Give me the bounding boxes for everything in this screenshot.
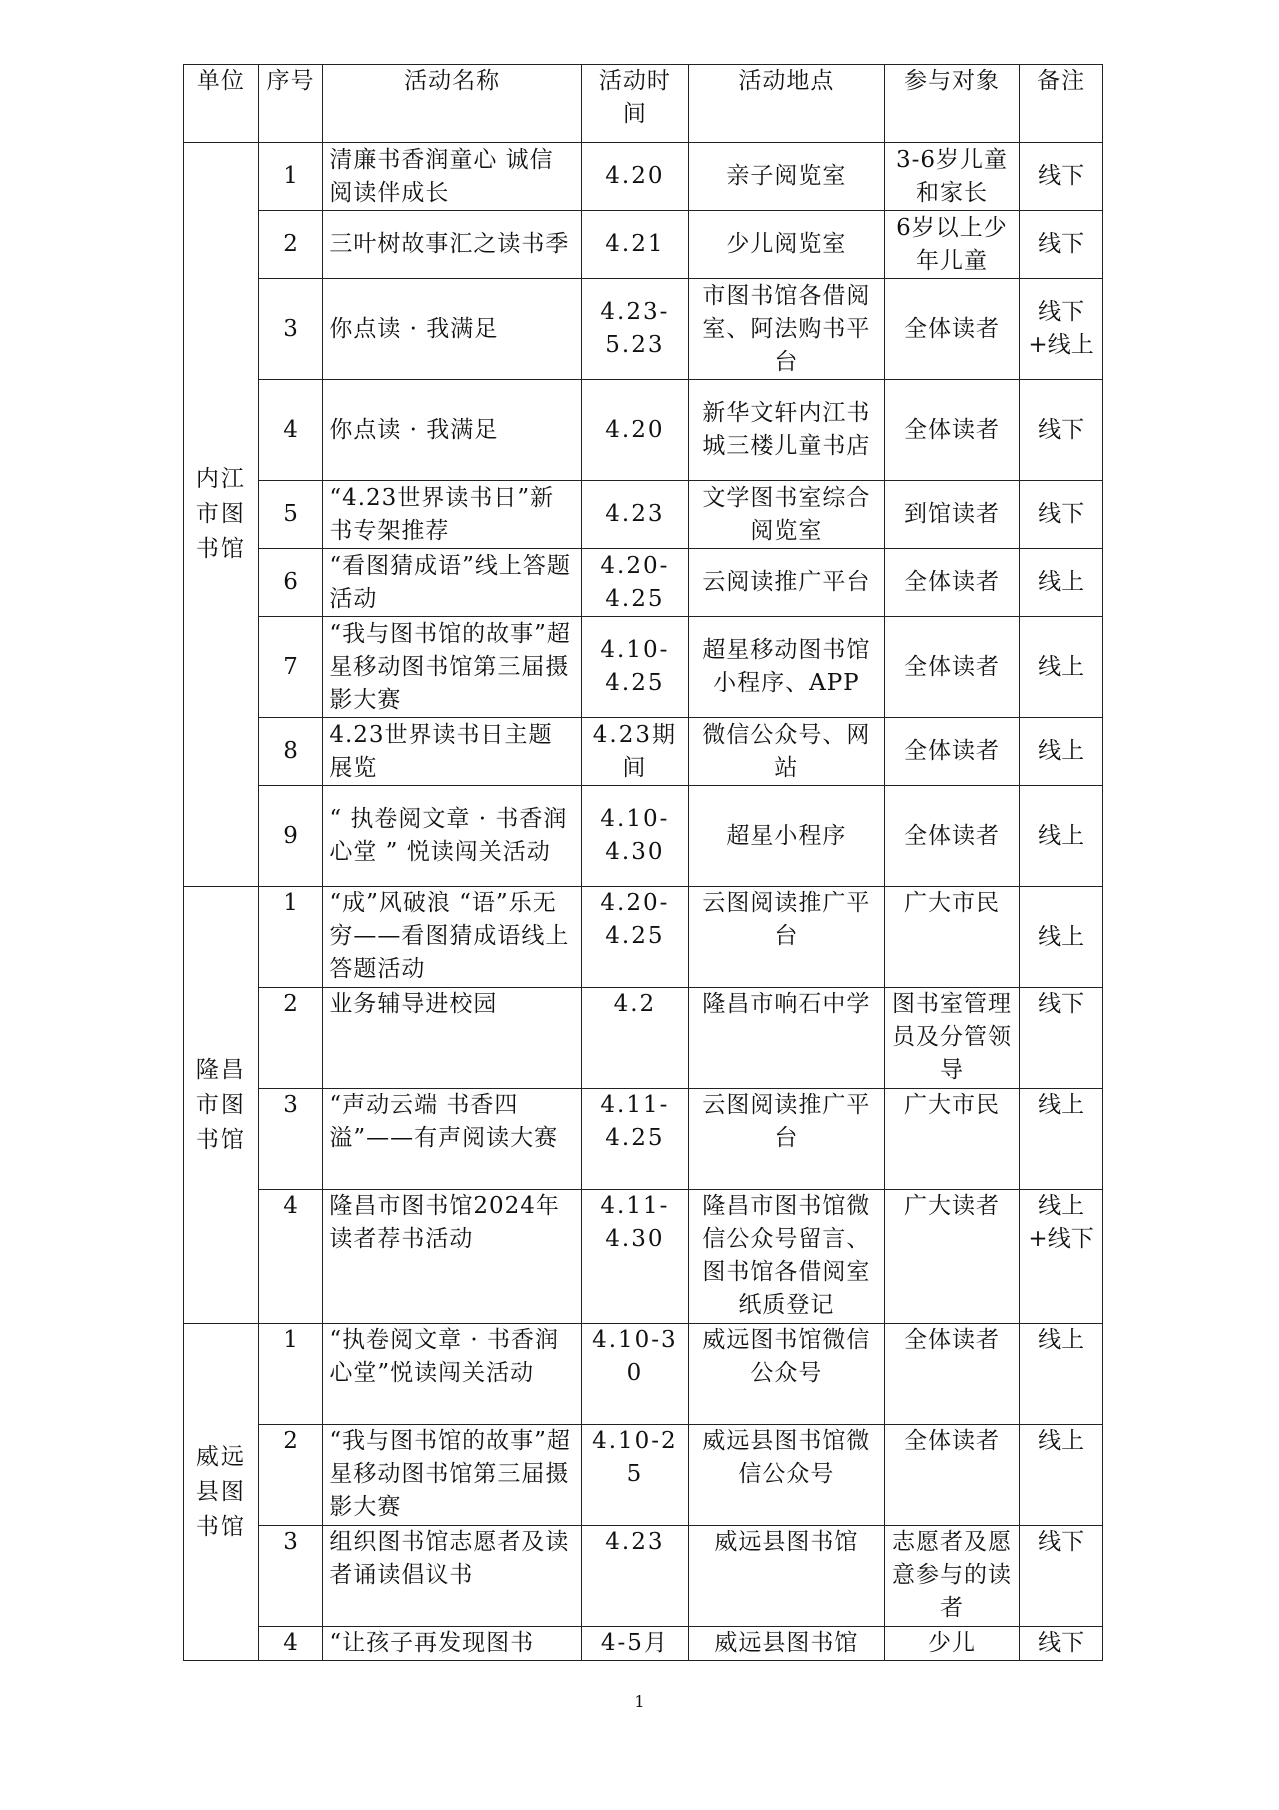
header-unit: 单位 <box>184 65 259 143</box>
note-cell: 线下+线上 <box>1020 279 1103 380</box>
table-row <box>184 143 1103 211</box>
time-cell: 4-5月 <box>581 1627 688 1661</box>
note-cell: 线上 <box>1020 887 1103 988</box>
unit-cell <box>184 887 259 1324</box>
table-row <box>184 1190 1103 1324</box>
audience-cell: 广大市民 <box>884 887 1019 988</box>
place-cell: 市图书馆各借阅室、阿法购书平台 <box>688 279 884 380</box>
time-cell: 4.11-4.30 <box>581 1190 688 1324</box>
seq-cell: 2 <box>258 211 323 279</box>
table-row <box>184 718 1103 786</box>
name-cell: “让孩子再发现图书 <box>323 1627 582 1661</box>
name-cell: “4.23世界读书日”新书专架推荐 <box>323 481 582 549</box>
header-place: 活动地点 <box>688 65 884 143</box>
time-cell: 4.23 <box>581 1526 688 1627</box>
note-cell: 线上 <box>1020 786 1103 887</box>
table-row <box>184 279 1103 380</box>
audience-cell: 全体读者 <box>884 1324 1019 1425</box>
audience-cell: 少儿 <box>884 1627 1019 1661</box>
note-cell: 线下 <box>1020 211 1103 279</box>
time-cell: 4.20 <box>581 380 688 481</box>
name-cell: 隆昌市图书馆2024年读者荐书活动 <box>323 1190 582 1324</box>
table-row <box>184 1089 1103 1190</box>
name-cell: 清廉书香润童心 诚信阅读伴成长 <box>323 143 582 211</box>
table-row <box>184 1627 1103 1661</box>
note-cell: 线下 <box>1020 380 1103 481</box>
time-cell: 4.23-5.23 <box>581 279 688 380</box>
seq-cell: 9 <box>258 786 323 887</box>
time-cell: 4.10-4.25 <box>581 617 688 718</box>
page-number: 1 <box>634 1692 645 1711</box>
name-cell: “执卷阅文章 · 书香润心堂”悦读闯关活动 <box>323 1324 582 1425</box>
time-cell: 4.2 <box>581 988 688 1089</box>
table-row <box>184 617 1103 718</box>
note-cell: 线上 <box>1020 617 1103 718</box>
place-cell: 亲子阅览室 <box>688 143 884 211</box>
note-cell: 线下 <box>1020 481 1103 549</box>
note-cell: 线下 <box>1020 1627 1103 1661</box>
time-cell: 4.10-30 <box>581 1324 688 1425</box>
time-cell: 4.21 <box>581 211 688 279</box>
name-cell: “我与图书馆的故事”超星移动图书馆第三届摄影大赛 <box>323 617 582 718</box>
seq-cell: 8 <box>258 718 323 786</box>
name-cell: 你点读 · 我满足 <box>323 279 582 380</box>
audience-cell: 全体读者 <box>884 549 1019 617</box>
name-cell: 4.23世界读书日主题展览 <box>323 718 582 786</box>
place-cell: 超星小程序 <box>688 786 884 887</box>
note-cell: 线上 <box>1020 718 1103 786</box>
header-seq: 序号 <box>258 65 323 143</box>
table-row <box>184 1526 1103 1627</box>
place-cell: 威远县图书馆 <box>688 1526 884 1627</box>
place-cell: 威远县图书馆 <box>688 1627 884 1661</box>
seq-cell: 3 <box>258 1089 323 1190</box>
table-row <box>184 481 1103 549</box>
unit-cell <box>184 1324 259 1661</box>
unit-label: 威远县图书馆 <box>195 1443 246 1540</box>
audience-cell: 全体读者 <box>884 786 1019 887</box>
place-cell: 超星移动图书馆小程序、APP <box>688 617 884 718</box>
note-cell: 线上+线下 <box>1020 1190 1103 1324</box>
audience-cell: 全体读者 <box>884 718 1019 786</box>
seq-cell: 5 <box>258 481 323 549</box>
seq-cell: 1 <box>258 143 323 211</box>
note-cell: 线上 <box>1020 549 1103 617</box>
header-note: 备注 <box>1020 65 1103 143</box>
seq-cell: 7 <box>258 617 323 718</box>
time-cell: 4.23 <box>581 481 688 549</box>
seq-cell: 3 <box>258 279 323 380</box>
seq-cell: 1 <box>258 887 323 988</box>
note-cell: 线上 <box>1020 1089 1103 1190</box>
name-cell: “ 执卷阅文章 · 书香润心堂 ” 悦读闯关活动 <box>323 786 582 887</box>
note-cell: 线下 <box>1020 143 1103 211</box>
audience-cell: 全体读者 <box>884 1425 1019 1526</box>
time-cell: 4.23期间 <box>581 718 688 786</box>
place-cell: 云图阅读推广平台 <box>688 1089 884 1190</box>
table-row <box>184 549 1103 617</box>
header-audience: 参与对象 <box>884 65 1019 143</box>
table-row <box>184 988 1103 1089</box>
audience-cell: 到馆读者 <box>884 481 1019 549</box>
note-cell: 线上 <box>1020 1425 1103 1526</box>
name-cell: 业务辅导进校园 <box>323 988 582 1089</box>
audience-cell: 广大读者 <box>884 1190 1019 1324</box>
audience-cell: 6岁以上少年儿童 <box>884 211 1019 279</box>
unit-label: 隆昌市图书馆 <box>195 1056 246 1153</box>
place-cell: 威远图书馆微信公众号 <box>688 1324 884 1425</box>
audience-cell: 全体读者 <box>884 279 1019 380</box>
name-cell: “成”风破浪 “语”乐无穷——看图猜成语线上答题活动 <box>323 887 582 988</box>
seq-cell: 4 <box>258 1190 323 1324</box>
name-cell: “我与图书馆的故事”超星移动图书馆第三届摄影大赛 <box>323 1425 582 1526</box>
time-cell: 4.20 <box>581 143 688 211</box>
audience-cell: 广大市民 <box>884 1089 1019 1190</box>
seq-cell: 4 <box>258 380 323 481</box>
note-cell: 线下 <box>1020 988 1103 1089</box>
name-cell: 组织图书馆志愿者及读者诵读倡议书 <box>323 1526 582 1627</box>
audience-cell: 志愿者及愿意参与的读者 <box>884 1526 1019 1627</box>
note-cell: 线下 <box>1020 1526 1103 1627</box>
table-row <box>184 1425 1103 1526</box>
header-name: 活动名称 <box>323 65 582 143</box>
name-cell: 你点读 · 我满足 <box>323 380 582 481</box>
place-cell: 微信公众号、网站 <box>688 718 884 786</box>
seq-cell: 2 <box>258 988 323 1089</box>
audience-cell: 3-6岁儿童和家长 <box>884 143 1019 211</box>
seq-cell: 1 <box>258 1324 323 1425</box>
header-row <box>184 65 1103 143</box>
table-row <box>184 786 1103 887</box>
table-row <box>184 211 1103 279</box>
header-time: 活动时间 <box>581 65 688 143</box>
audience-cell: 全体读者 <box>884 380 1019 481</box>
unit-label: 内江市图书馆 <box>195 466 246 562</box>
time-cell: 4.11-4.25 <box>581 1089 688 1190</box>
place-cell: 文学图书室综合阅览室 <box>688 481 884 549</box>
time-cell: 4.20-4.25 <box>581 549 688 617</box>
time-cell: 4.10-25 <box>581 1425 688 1526</box>
audience-cell: 全体读者 <box>884 617 1019 718</box>
table-row <box>184 887 1103 988</box>
place-cell: 新华文轩内江书城三楼儿童书店 <box>688 380 884 481</box>
place-cell: 云阅读推广平台 <box>688 549 884 617</box>
place-cell: 少儿阅览室 <box>688 211 884 279</box>
seq-cell: 6 <box>258 549 323 617</box>
seq-cell: 3 <box>258 1526 323 1627</box>
place-cell: 隆昌市图书馆微信公众号留言、图书馆各借阅室纸质登记 <box>688 1190 884 1324</box>
place-cell: 云图阅读推广平台 <box>688 887 884 988</box>
time-cell: 4.10-4.30 <box>581 786 688 887</box>
name-cell: 三叶树故事汇之读书季 <box>323 211 582 279</box>
unit-cell <box>184 143 259 887</box>
time-cell: 4.20-4.25 <box>581 887 688 988</box>
note-cell: 线上 <box>1020 1324 1103 1425</box>
place-cell: 隆昌市响石中学 <box>688 988 884 1089</box>
place-cell: 威远县图书馆微信公众号 <box>688 1425 884 1526</box>
seq-cell: 4 <box>258 1627 323 1661</box>
table-row <box>184 380 1103 481</box>
name-cell: “看图猜成语”线上答题活动 <box>323 549 582 617</box>
audience-cell: 图书室管理员及分管领导 <box>884 988 1019 1089</box>
name-cell: “声动云端 书香四溢”——有声阅读大赛 <box>323 1089 582 1190</box>
table-row <box>184 1324 1103 1425</box>
activity-table <box>183 64 1103 1661</box>
seq-cell: 2 <box>258 1425 323 1526</box>
